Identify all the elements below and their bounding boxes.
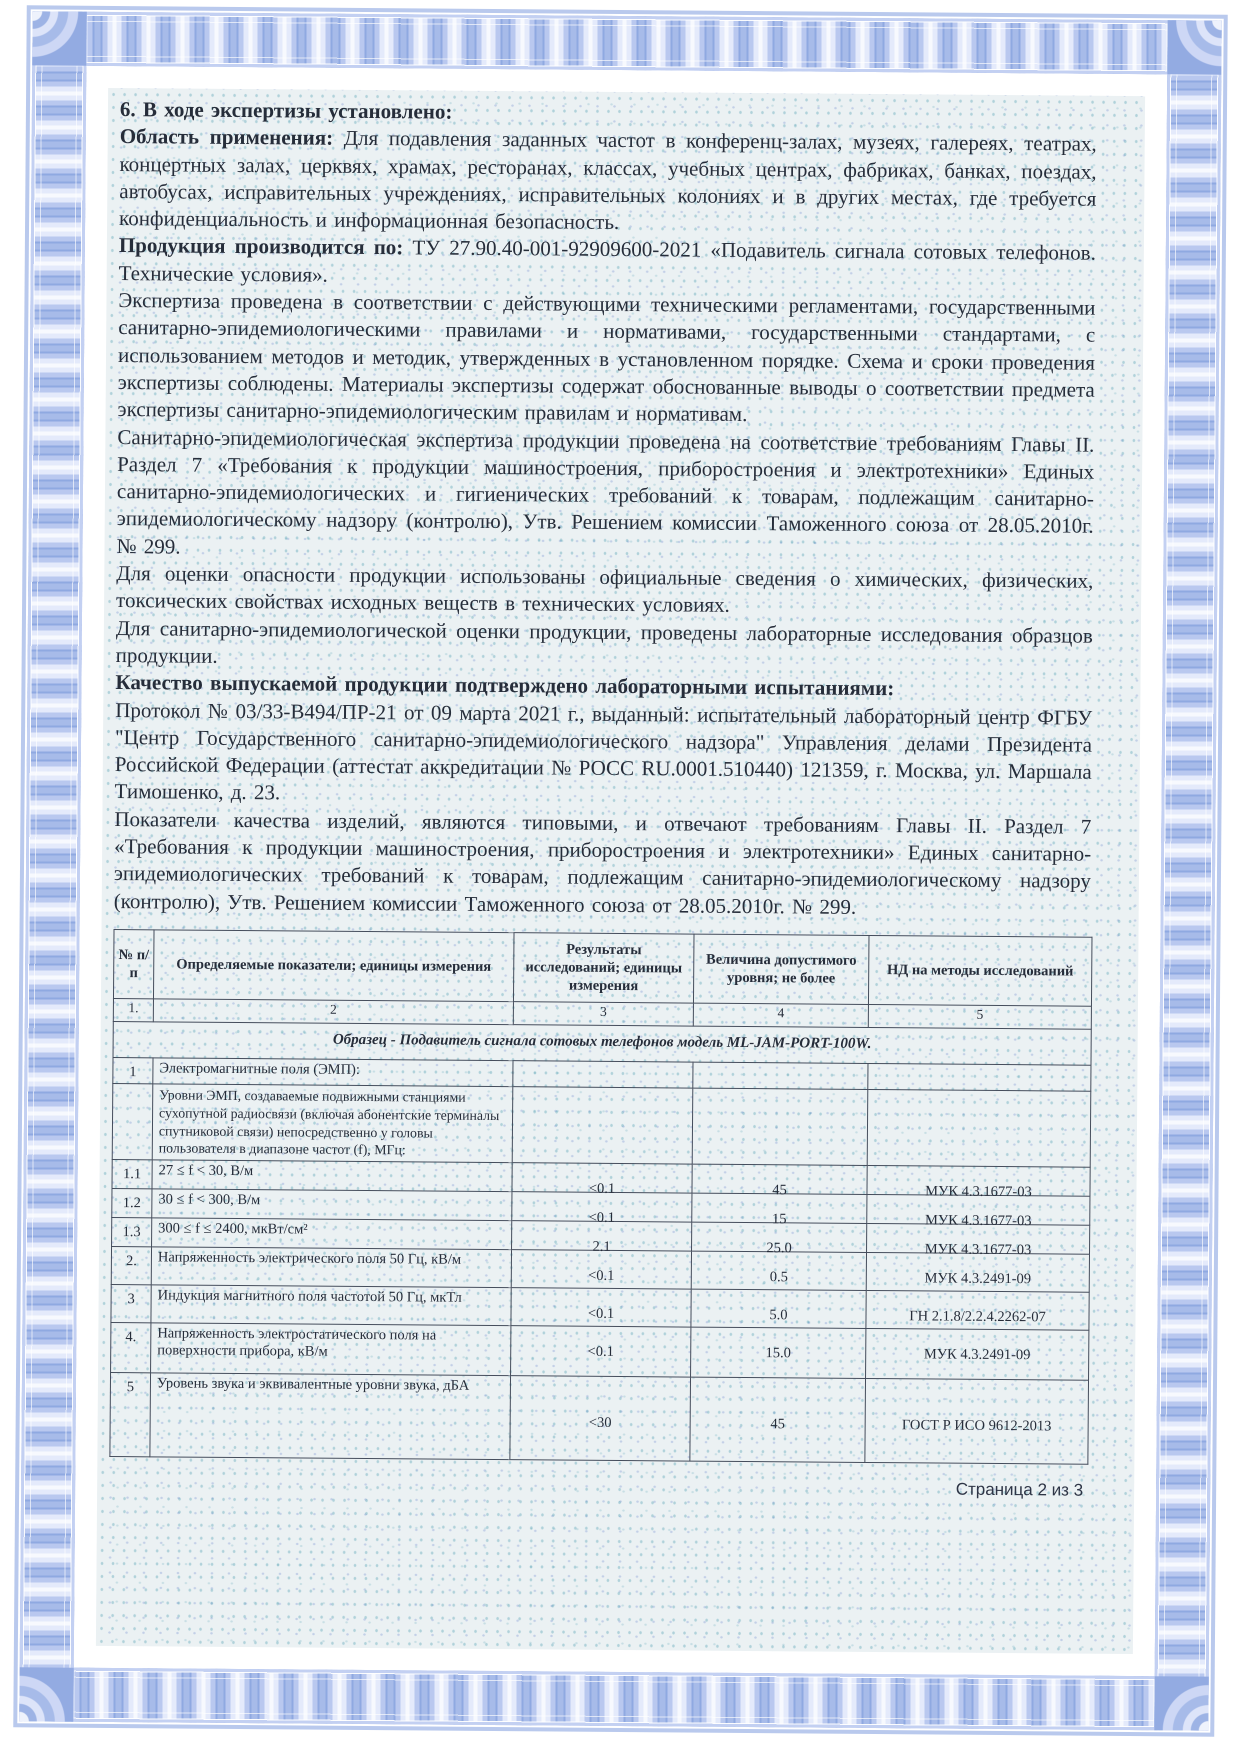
indicator-cell: Напряженность электростатического поля на поверхности прибора, кВ/м (151, 1323, 511, 1376)
document-scan (19, 11, 1221, 1730)
paragraph (119, 233, 1096, 295)
paragraph-text: Показатели качества изделий, являются типовыми, и отвечают требованиям Главы II. Раздел 7 «Требования к продукции машиностроения, приборостроения и электротехники» Единых санитарно-эпидемиологических требований к товарам, подлежащим санитарно-эпидемиологическому надзору (контролю), Утв. Решением комиссии Таможенного союза от 28.05.2010г. № 299. (113, 806, 1092, 919)
nd-method-cell-value: ГН 2.1.8/2.2.4.2262-07 (909, 1308, 1046, 1326)
nd-method-cell-value: ГОСТ Р ИСО 9612-2013 (901, 1417, 1052, 1435)
nd-method-cell (867, 1165, 1090, 1201)
paragraph-lead: Продукция производится по: (118, 233, 404, 260)
nd-method-cell-value: МУК 4.3.2491-09 (923, 1346, 1031, 1364)
paragraph-lead: Область применения: (119, 124, 334, 151)
column-number: 1. (113, 999, 153, 1022)
table-row (112, 1084, 1091, 1167)
result-cell-value: <0.1 (587, 1305, 615, 1322)
result-cell-value: <0.1 (587, 1343, 614, 1360)
corner-ornament-top-right (1167, 20, 1221, 74)
limit-cell (692, 1164, 867, 1199)
column-header: НД на методы исследований (868, 935, 1092, 1006)
result-cell (512, 1163, 692, 1197)
indicator-cell: Уровень звука и эквивалентные уровни звука, дБА (150, 1373, 511, 1460)
limit-cell-value: 15.0 (765, 1345, 791, 1362)
sample-caption: Образец - Подавитель сигнала сотовых телефонов модель ML-JAM-PORT-100W. (113, 1022, 1091, 1066)
result-cell (513, 1061, 693, 1088)
limit-cell (693, 1062, 868, 1089)
paragraph-text: Экспертиза проведена в соответствии с действующими техническими регламентами, государственными санитарно-эпидемиологическими правилами и нормативами, государственными стандартами, с использованием методов и методик, утвержденных в установленном порядке. Схема и сроки проведения экспертизы соблюдены. Материалы экспертизы содержат обоснованные выводы о соответствии предмета экспертизы санитарно-эпидемиологическим правилам и нормативам. (117, 288, 1096, 427)
nd-method-cell-value: МУК 4.3.1677-03 (924, 1212, 1032, 1230)
column-number: 3 (513, 1002, 693, 1026)
paragraph-text: Протокол № 03/33-В494/ПР-21 от 09 марта 2021 г., выданный: испытательный лабораторный центр ФГБУ "Центр Государственного санитарно-эпидемиологического надзора" Управления делами Президента Российской Федерации (аттестат аккредитации № РОСС RU.0001.510440) 121359, г. Москва, ул. Маршала Тимошенко, д. 23. (114, 697, 1093, 805)
table-row (111, 1322, 1089, 1380)
document-content (96, 88, 1145, 1654)
row-number: 4. (111, 1322, 151, 1372)
column-header: Определяемые показатели; единицы измерения (153, 930, 514, 1002)
nd-method-cell (868, 1064, 1091, 1092)
page-number: Страница 2 из 3 (955, 1479, 1084, 1500)
column-number: 2 (153, 999, 513, 1025)
nd-method-cell-value: МУК 4.3.1677-03 (924, 1241, 1032, 1259)
paragraph (116, 615, 1093, 677)
nd-method-cell-value: МУК 4.3.2491-09 (924, 1270, 1032, 1288)
result-cell-value: <0.1 (588, 1180, 616, 1197)
paragraph (119, 123, 1097, 240)
limit-cell (692, 1088, 868, 1165)
body-text (114, 96, 1097, 923)
paragraph-lead: Качество выпускаемой продукции подтверждено лабораторными испытаниями: (115, 670, 895, 701)
indicator-cell: Индукция магнитного поля частотой 50 Гц, мкТл (151, 1285, 511, 1326)
column-number: 4 (693, 1003, 868, 1027)
limit-cell-value: 25.0 (766, 1240, 792, 1257)
limit-cell-value: 45 (770, 1416, 785, 1433)
result-cell-value: 2.1 (592, 1238, 611, 1255)
column-header: № п/п (113, 929, 154, 999)
paragraph-text: Для оценки опасности продукции использованы официальные сведения о химических, физических, токсических свойствах исходных веществ в технических условиях. (116, 561, 1094, 618)
nd-method-cell-value: МУК 4.3.1677-03 (925, 1183, 1032, 1201)
paragraph (117, 287, 1095, 431)
paragraph (116, 560, 1093, 622)
row-number (112, 1084, 153, 1160)
limit-cell-value: 15 (771, 1211, 787, 1228)
paragraph (116, 424, 1094, 568)
paragraph-text: ТУ 27.90.40-001-92909600-2021 «Подавитель сигнала сотовых телефонов. Технические условия». (118, 235, 1096, 287)
result-cell (511, 1326, 691, 1377)
border-band-right (1154, 20, 1221, 1730)
limit-cell (690, 1377, 866, 1462)
limit-cell-value: 5.0 (769, 1307, 788, 1324)
border-band-left (19, 11, 86, 1721)
limit-cell-value: 0.5 (769, 1269, 788, 1286)
paragraph (114, 806, 1092, 923)
row-number: 1.1 (112, 1159, 152, 1188)
column-number: 5 (868, 1005, 1091, 1030)
border-band-bottom (19, 1667, 1208, 1730)
indicator-cell: 30 ≤ f < 300, В/м (152, 1189, 512, 1221)
row-number: 5 (110, 1372, 151, 1456)
corner-ornament-bottom-right (1154, 1676, 1208, 1730)
row-number: 2. (111, 1246, 151, 1284)
row-number: 3 (111, 1284, 151, 1322)
indicator-cell: Напряженность электрического поля 50 Гц, кВ/м (151, 1247, 511, 1288)
row-number: 1.2 (112, 1188, 152, 1217)
paragraph-text: Санитарно-эпидемиологическая экспертиза продукции проведена на соответствие требованиям Главы II. Раздел 7 «Требования к продукции машиностроения, приборостроения и электротехники» Единых санитарно-эпидемиологических и гигиенических требований к товарам, подлежащим санитарно-эпидемиологическому надзору (контролю), Утв. Решением комиссии Таможенного союза от 28.05.2010г. № 299. (116, 424, 1095, 559)
result-cell-value: <0.1 (588, 1267, 615, 1284)
corner-ornament-top-left (32, 11, 86, 65)
table-row (110, 1372, 1089, 1464)
paragraph (114, 697, 1092, 814)
corner-ornament-bottom-left (19, 1667, 73, 1721)
table-header-row (113, 929, 1092, 1006)
column-header: Величина допустимого уровня; не более (693, 934, 869, 1005)
indicator-cell: 300 ≤ f ≤ 2400, мкВт/см² (152, 1218, 512, 1250)
result-cell (510, 1376, 691, 1461)
limit-cell (691, 1327, 866, 1378)
result-cell-value: <30 (588, 1414, 612, 1431)
result-cell (512, 1087, 693, 1164)
result-cell-value: <0.1 (588, 1209, 615, 1226)
row-number: 1 (113, 1058, 153, 1084)
row-number: 1.3 (112, 1217, 152, 1246)
border-band-top (32, 11, 1221, 74)
paragraph-text: Для подавления заданных частот в конференц-залах, музеях, галереях, театрах, концертных залах, церквях, храмах, ресторанах, классах, учебных центрах, фабриках, банках, поездах, автобусах, исправительных учреждениях, исправительных колониях и в других местах, где требуется конфиденциальность и информационная безопасность. (119, 126, 1097, 235)
indicator-cell: 27 ≤ f < 30, В/м (152, 1160, 512, 1192)
limit-cell (691, 1289, 866, 1328)
indicator-cell: Уровни ЭМП, создаваемые подвижными станциями сухопутной радиосвязи (включая абонентские терминалы спутниковой связи) непосредственно у головы пользователя в диапазоне частот (f), МГц: (152, 1084, 513, 1162)
paragraph-text: Для санитарно-эпидемиологической оценки продукции, проведены лабораторные исследования образцов продукции. (115, 615, 1093, 668)
column-header: Результаты исследований; единицы измерения (513, 933, 694, 1004)
nd-method-cell (866, 1290, 1089, 1330)
lab-results-table (109, 929, 1092, 1465)
nd-method-cell (866, 1328, 1089, 1380)
indicator-cell: Электромагнитные поля (ЭМП): (153, 1058, 513, 1087)
result-cell (511, 1288, 691, 1327)
guilloche-frame (19, 11, 1221, 1730)
nd-method-cell (865, 1378, 1089, 1464)
paragraph-lead: 6. В ходе экспертизы установлено: (119, 97, 453, 124)
limit-cell-value: 45 (772, 1182, 787, 1199)
nd-method-cell (867, 1090, 1091, 1167)
